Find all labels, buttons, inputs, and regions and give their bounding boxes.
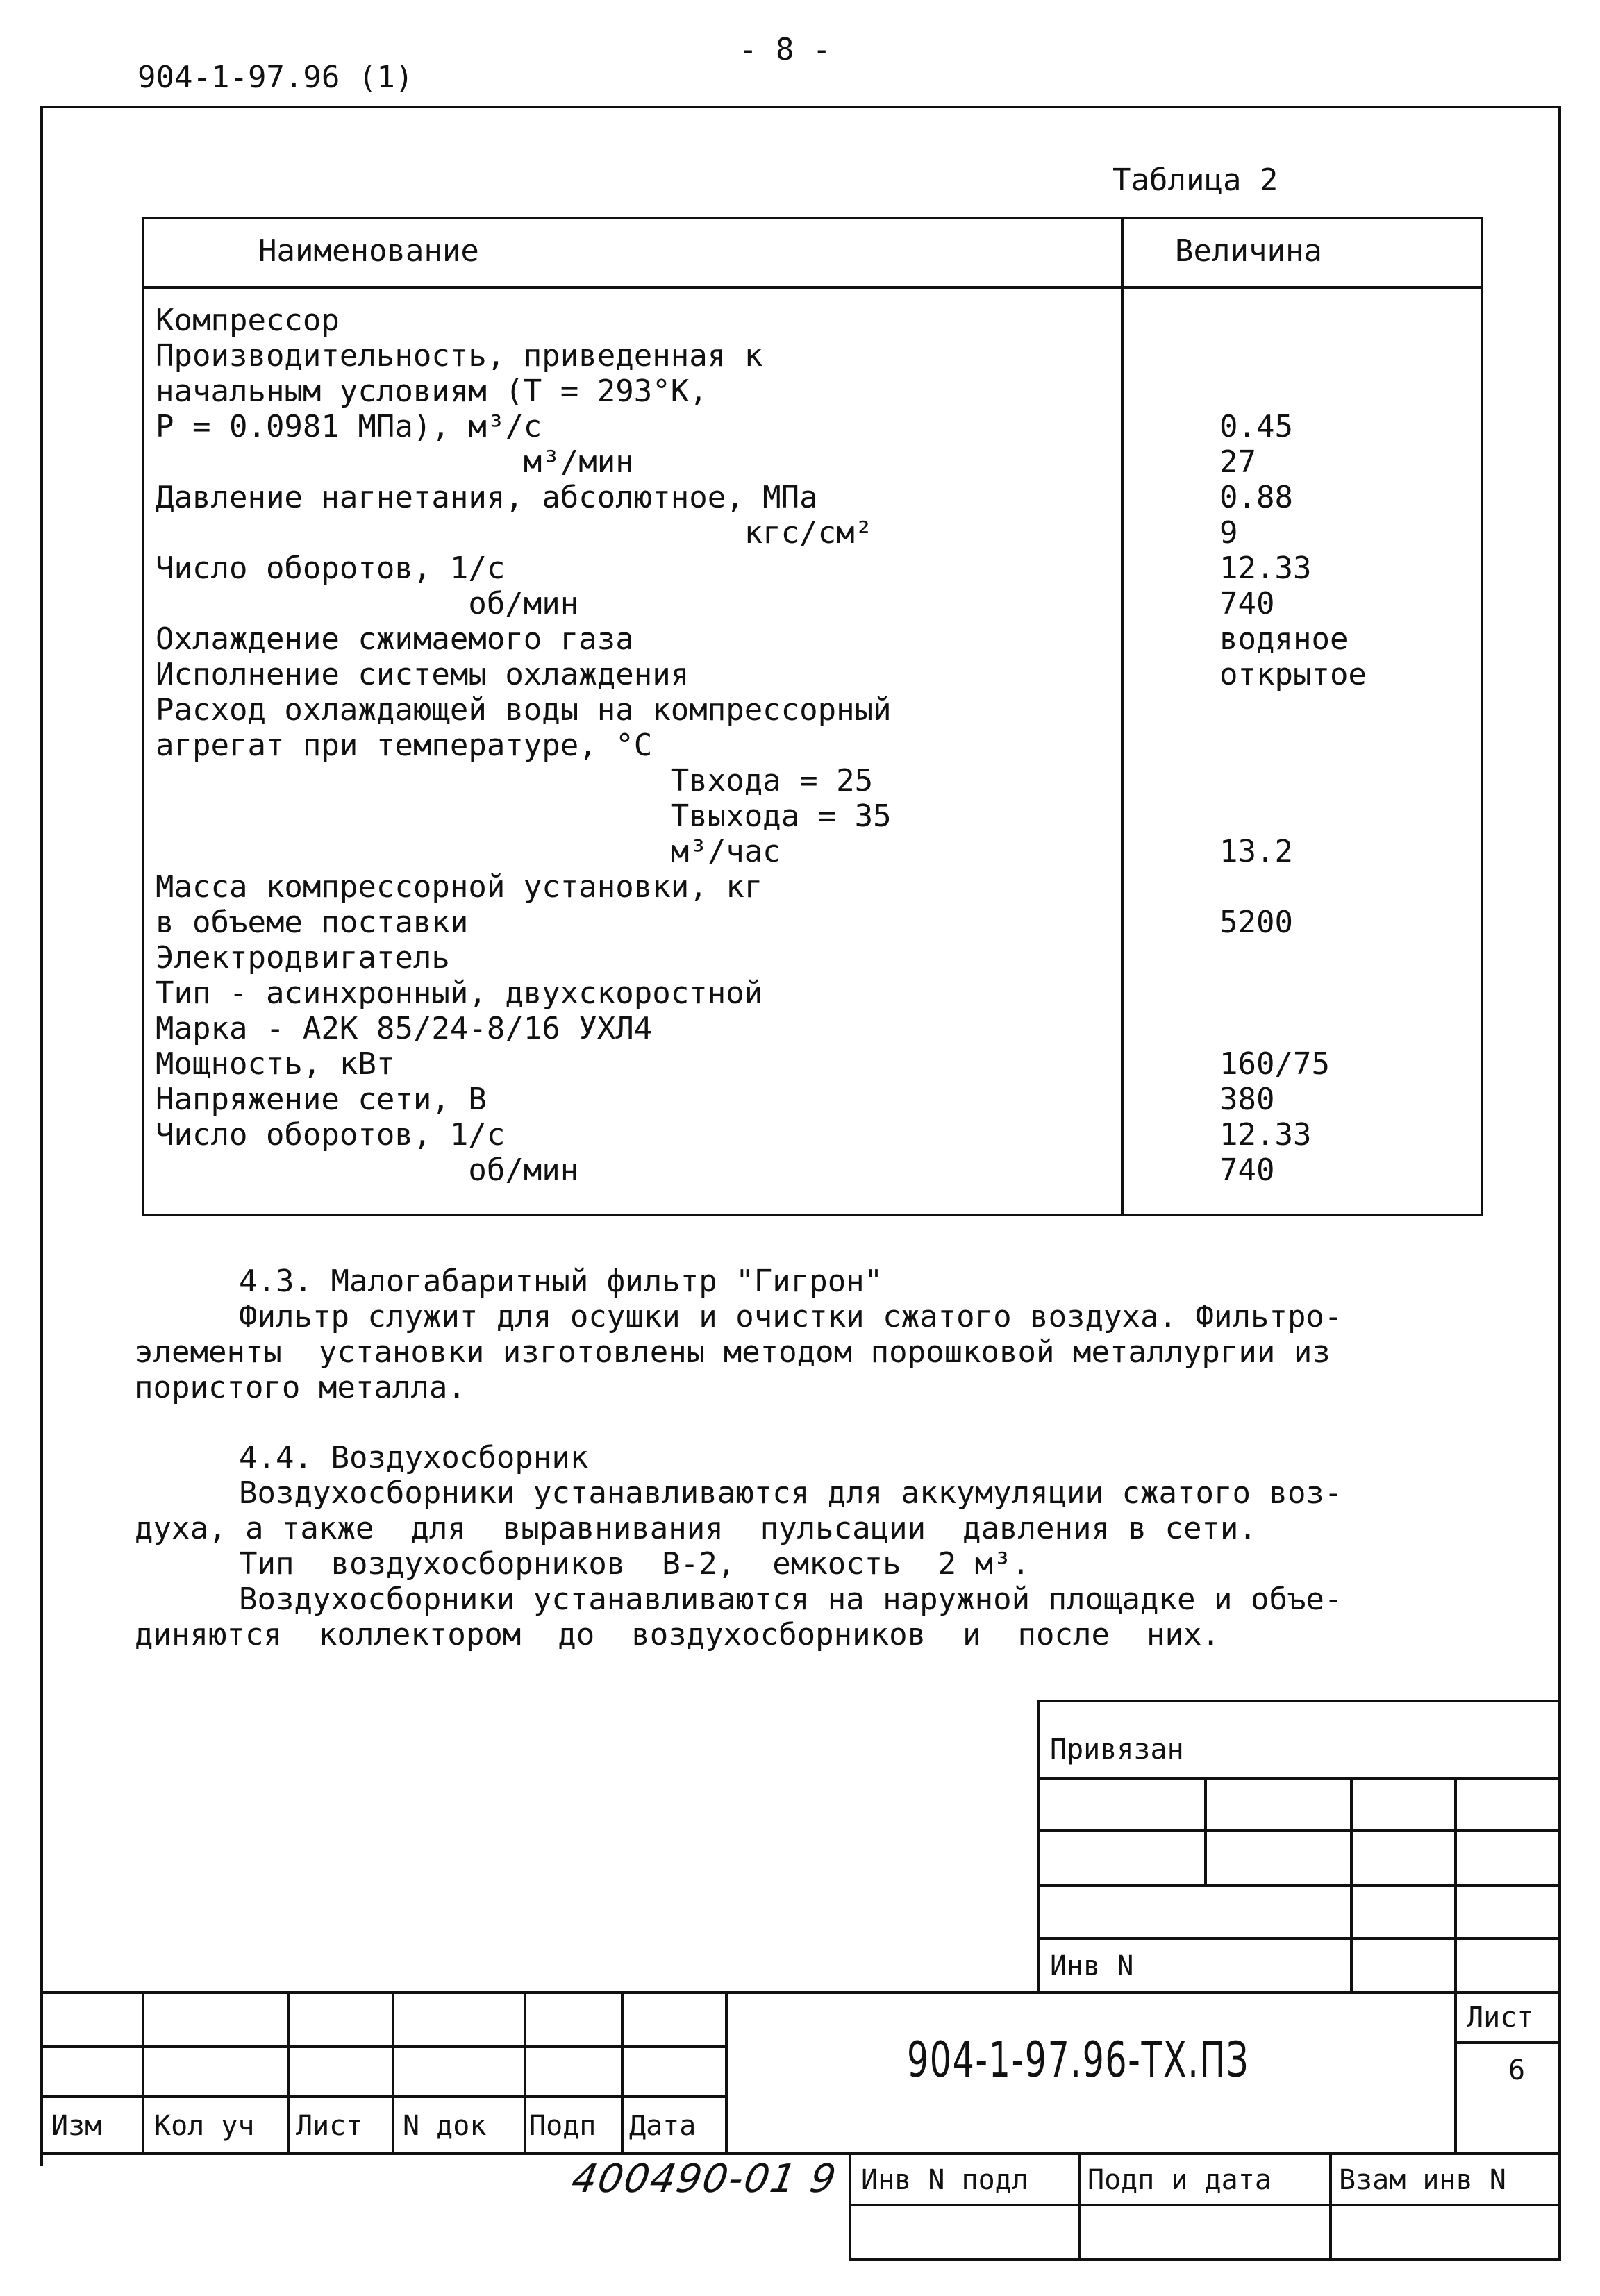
table-row-name: кгс/см²: [156, 515, 874, 551]
table-row-value: 9: [1219, 515, 1238, 551]
table-row-name: Расход охлаждающей воды на компрессорный: [156, 692, 892, 728]
table-row-value: 5200: [1219, 905, 1293, 940]
stamp-col-4: [524, 1991, 526, 2154]
table-row-name: Твхода = 25: [156, 763, 874, 798]
section-4-4-line-3: Тип воздухосборников В-2, емкость 2 м³.: [239, 1546, 1031, 1582]
table-row-name: Марка - А2К 85/24-8/16 УХЛ4: [156, 1011, 653, 1046]
table-row-value: 12.33: [1219, 551, 1312, 586]
table-row-value: водяное: [1219, 621, 1349, 657]
table-row-value: 0.88: [1219, 480, 1293, 515]
table-row-name: Число оборотов, 1/с: [156, 551, 506, 586]
table-row-name: Твыхода = 35: [156, 798, 892, 834]
document-code-header: 904-1-97.96 (1): [138, 60, 414, 95]
bottom-col-3: [1329, 2152, 1332, 2261]
table-header-name: Наименование: [258, 233, 479, 269]
bottom-col-1: [849, 2152, 851, 2261]
table-row-name: Охлаждение сжимаемого газа: [156, 621, 634, 657]
privyazan-left: [1038, 1700, 1040, 1994]
table-row-name: об/мин: [156, 1153, 579, 1188]
table-row-value: 740: [1219, 586, 1275, 621]
table-row-name: Исполнение системы охлаждения: [156, 657, 690, 692]
section-4-4-line-4: Воздухосборники устанавливаются на наружной площадке и объе-: [239, 1582, 1343, 1617]
bottom-row-1: [849, 2204, 1561, 2206]
stamp-podp: Подп: [529, 2110, 597, 2142]
sheet-label: Лист: [1467, 2002, 1534, 2034]
table-body: [156, 303, 1475, 1205]
table-row-value: 740: [1219, 1153, 1275, 1188]
table-row-name: Мощность, кВт: [156, 1046, 395, 1082]
stamp-izm: Изм: [51, 2110, 102, 2142]
inv-n-podl: Инв N подл: [861, 2164, 1028, 2196]
document-designation: 904-1-97.96-ТХ.ПЗ: [907, 2031, 1249, 2088]
table-row-value: 13.2: [1219, 834, 1293, 869]
table-caption: Таблица 2: [1112, 162, 1278, 198]
table-row-value: 160/75: [1219, 1046, 1330, 1082]
table-row-value: 12.33: [1219, 1117, 1312, 1153]
handwritten-inventory-number: 400490-01 9: [568, 2156, 841, 2202]
stamp-col-7: [1454, 1991, 1457, 2154]
privyazan-row-3: [1038, 1884, 1560, 1887]
table-row-name: м³/час: [156, 834, 781, 869]
bottom-col-4: [1558, 2152, 1561, 2261]
vzam-inv-n: Взам инв N: [1339, 2164, 1506, 2196]
table-header-value: Величина: [1175, 233, 1322, 269]
section-4-4-line-5: диняются коллектором до воздухосборников и после них.: [135, 1617, 1220, 1652]
section-4-3-line-1: Фильтр служит для осушки и очистки сжатого воздуха. Фильтро-: [239, 1299, 1343, 1334]
sheet-cell-divider: [1454, 2041, 1560, 2044]
table-row-name: P = 0.0981 МПа), м³/с: [156, 409, 542, 444]
table-row-name: Тип - асинхронный, двухскоростной: [156, 975, 763, 1011]
table-row-name: об/мин: [156, 586, 579, 621]
stamp-top: [40, 1991, 1560, 1994]
table-row-name: м³/мин: [156, 444, 634, 480]
frame-top: [40, 106, 1561, 108]
table-row-value: 380: [1219, 1082, 1275, 1117]
table-row-name: начальным условиям (T = 293°K,: [156, 374, 708, 409]
table-row-value: 0.45: [1219, 409, 1293, 444]
frame-right: [1558, 106, 1561, 2166]
table-row-name: Давление нагнетания, абсолютное, МПа: [156, 480, 818, 515]
table-row-name: Масса компрессорной установки, кг: [156, 869, 763, 905]
section-4-4-line-1: Воздухосборники устанавливаются для аккумуляции сжатого воз-: [239, 1475, 1343, 1511]
stamp-col-3: [392, 1991, 394, 2154]
frame-left: [40, 106, 43, 2166]
table-row-name: Напряжение сети, В: [156, 1082, 487, 1117]
section-4-4-line-2: духа, а также для выравнивания пульсации давления в сети.: [135, 1511, 1257, 1546]
stamp-kol-uch: Кол уч: [154, 2110, 255, 2142]
table-row-name: агрегат при температуре, °C: [156, 728, 653, 763]
table-row-name: Компрессор: [156, 303, 340, 338]
podp-i-data: Подп и дата: [1088, 2164, 1272, 2196]
inv-n-label: Инв N: [1050, 1950, 1134, 1982]
stamp-col-5: [621, 1991, 624, 2154]
privyazan-row-2: [1038, 1829, 1560, 1832]
privyazan-col-3: [1454, 1777, 1457, 1993]
privyazan-label: Привязан: [1050, 1734, 1184, 1766]
privyazan-row-1: [1038, 1777, 1560, 1780]
page-number: - 8 -: [739, 32, 831, 67]
section-4-3-line-2: элементы установки изготовлены методом порошковой металлургии из: [135, 1334, 1331, 1370]
table-header-divider: [142, 286, 1481, 289]
table-row-value: открытое: [1219, 657, 1367, 692]
sheet-number: 6: [1508, 2054, 1526, 2086]
table-row-name: Электродвигатель: [156, 940, 450, 975]
stamp-n-dok: N док: [403, 2110, 487, 2142]
bottom-row-2: [849, 2258, 1561, 2261]
stamp-col-2: [288, 1991, 290, 2154]
table-row-value: 27: [1219, 444, 1256, 480]
stamp-data: Дата: [629, 2110, 697, 2142]
privyazan-top: [1038, 1700, 1560, 1702]
stamp-col-6: [725, 1991, 728, 2154]
table-row-name: Производительность, приведенная к: [156, 338, 763, 374]
table-row-name: Число оборотов, 1/с: [156, 1117, 506, 1153]
stamp-col-1: [142, 1991, 144, 2154]
table-row-name: в объеме поставки: [156, 905, 469, 940]
section-4-3-line-3: пористого металла.: [135, 1370, 466, 1405]
bottom-col-2: [1078, 2152, 1081, 2261]
privyazan-col-2: [1350, 1777, 1353, 1993]
section-4-3-title: 4.3. Малогабаритный фильтр "Гигрон": [239, 1264, 883, 1299]
privyazan-row-4: [1038, 1937, 1560, 1940]
section-4-4-title: 4.4. Воздухосборник: [239, 1440, 589, 1475]
stamp-list: Лист: [296, 2110, 363, 2142]
privyazan-col-1: [1204, 1777, 1207, 1884]
